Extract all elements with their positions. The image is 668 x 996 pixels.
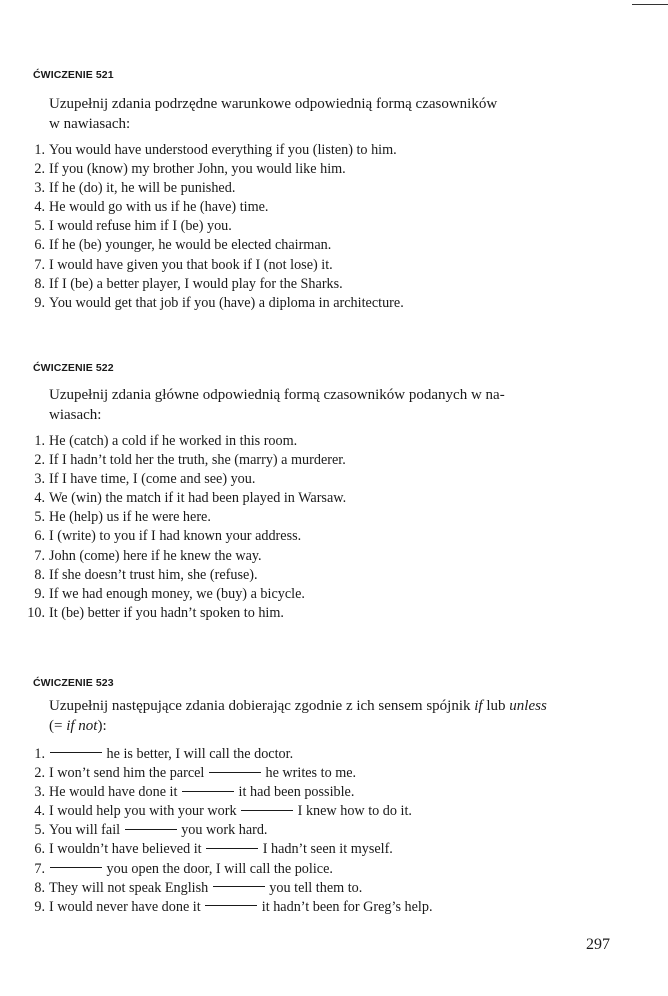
answer-blank [206,847,258,849]
corner-rule [632,4,668,5]
item-text: They will not speak English [49,879,212,896]
exercise-instruction [49,696,609,736]
exercise-item [0,566,346,585]
item-number: 2. [34,765,45,782]
item-number: 4. [34,803,45,820]
item-text: If she doesn’t trust him, she (refuse). [49,566,258,583]
exercise-instruction [49,385,609,425]
answer-blank [182,790,234,792]
item-text: you work hard. [177,822,268,839]
if-not-keyword: if not [66,718,98,734]
item-text: If I hadn’t told her the truth, she (marry) a murderer. [49,452,346,469]
exercise-item [0,275,404,294]
item-text: I hadn’t seen it myself. [259,841,393,858]
item-number: 4. [34,199,45,216]
answer-blank [205,904,257,906]
item-text: He would have done it [49,784,181,801]
item-number: 9. [34,898,45,915]
item-number: 7. [34,860,45,877]
exercise-item [0,821,433,840]
instruction-line: Uzupełnij zdania główne odpowiednią formą czasowników podanych w na- [49,387,505,403]
item-number: 5. [34,509,45,526]
item-number: 4. [34,490,45,507]
exercise-item [0,179,404,198]
item-text: I knew how to do it. [294,803,412,820]
item-number: 1. [34,142,45,158]
item-number: 9. [34,585,45,602]
instruction-line: w nawiasach: [49,116,131,132]
item-text: You would get that job if you (have) a diploma in architecture. [49,294,404,311]
item-number: 5. [34,822,45,839]
item-text: it hadn’t been for Greg’s help. [258,898,433,915]
item-text: You will fail [49,822,124,839]
item-text: he writes to me. [261,765,357,782]
item-text: He (catch) a cold if he worked in this room. [49,433,298,449]
exercise-item [0,585,346,604]
instruction-text: Uzupełnij następujące zdania dobierając zgodnie z ich sensem spójnik [49,698,475,714]
item-number: 3. [34,784,45,801]
item-number: 8. [34,566,45,583]
item-text: If you (know) my brother John, you would like him. [49,161,346,178]
instruction-text: (= [49,718,67,734]
exercise-item [0,547,346,566]
unless-keyword: unless [509,698,547,714]
exercise-items [0,432,346,623]
exercise-item [0,451,346,470]
item-number: 3. [34,180,45,197]
exercise-heading: ĆWICZENIE 522 [33,362,114,374]
item-text: I would help you with your work [49,803,241,820]
instruction-text: lub [482,698,510,714]
item-number: 6. [34,528,45,545]
exercise-item [0,432,346,451]
item-text: I won’t send him the parcel [49,765,208,782]
item-text: It (be) better if you hadn’t spoken to him. [49,604,284,621]
item-text: it had been possible. [235,784,355,801]
item-number: 2. [34,452,45,469]
item-number: 10. [27,604,45,621]
exercise-item [0,256,404,275]
exercise-item [0,489,346,508]
item-number: 2. [34,161,45,178]
exercise-item [0,879,433,898]
answer-blank [209,771,261,773]
answer-blank [125,828,177,830]
exercise-item [0,470,346,489]
instruction-text: ): [97,718,107,734]
answer-blank [213,885,265,887]
item-number: 6. [34,841,45,858]
exercise-heading: ĆWICZENIE 523 [33,677,114,689]
exercise-items [0,141,404,313]
item-text: He would go with us if he (have) time. [49,199,269,216]
exercise-item [0,783,433,802]
exercise-item [0,802,433,821]
item-number: 8. [34,879,45,896]
exercise-instruction [49,94,609,134]
exercise-item [0,604,346,623]
item-text: If he (be) younger, he would be elected chairman. [49,237,332,254]
item-number: 1. [34,433,45,449]
item-number: 5. [34,218,45,235]
item-text: I would refuse him if I (be) you. [49,218,232,235]
instruction-line: wiasach: [49,407,102,423]
item-text: I (write) to you if I had known your address. [49,528,302,545]
item-number: 3. [34,471,45,488]
exercise-items [0,745,433,917]
item-number: 7. [34,256,45,273]
item-text: I wouldn’t have believed it [49,841,206,858]
exercise-item [0,745,433,764]
item-text: I would never have done it [49,898,205,915]
if-keyword: if [474,698,483,714]
item-text: you open the door, I will call the police. [103,860,333,877]
item-text: John (come) here if he knew the way. [49,547,262,564]
item-number: 1. [34,746,45,762]
answer-blank [50,866,102,868]
exercise-item [0,217,404,236]
exercise-item [0,527,346,546]
exercise-item [0,160,404,179]
exercise-item [0,898,433,917]
item-text: He (help) us if he were here. [49,509,211,526]
item-text: I would have given you that book if I (not lose) it. [49,256,333,273]
item-text: you tell them to. [265,879,363,896]
exercise-item [0,198,404,217]
exercise-item [0,508,346,527]
exercise-item [0,236,404,255]
item-text: If I have time, I (come and see) you. [49,471,256,488]
item-text: You would have understood everything if you (listen) to him. [49,142,397,158]
exercise-item [0,294,404,313]
exercise-item [0,764,433,783]
item-text: We (win) the match if it had been played in Warsaw. [49,490,347,507]
item-text: If I (be) a better player, I would play for the Sharks. [49,275,343,292]
item-text: he is better, I will call the doctor. [103,746,294,762]
item-text: If we had enough money, we (buy) a bicycle. [49,585,305,602]
exercise-item [0,141,404,160]
item-number: 6. [34,237,45,254]
item-number: 8. [34,275,45,292]
exercise-item [0,840,433,859]
item-number: 7. [34,547,45,564]
answer-blank [50,751,102,753]
instruction-line: Uzupełnij zdania podrzędne warunkowe odpowiednią formą czasowników [49,96,498,112]
page-number: 297 [586,936,610,953]
item-number: 9. [34,294,45,311]
exercise-item [0,860,433,879]
item-text: If he (do) it, he will be punished. [49,180,236,197]
exercise-heading: ĆWICZENIE 521 [33,69,114,81]
answer-blank [241,809,293,811]
